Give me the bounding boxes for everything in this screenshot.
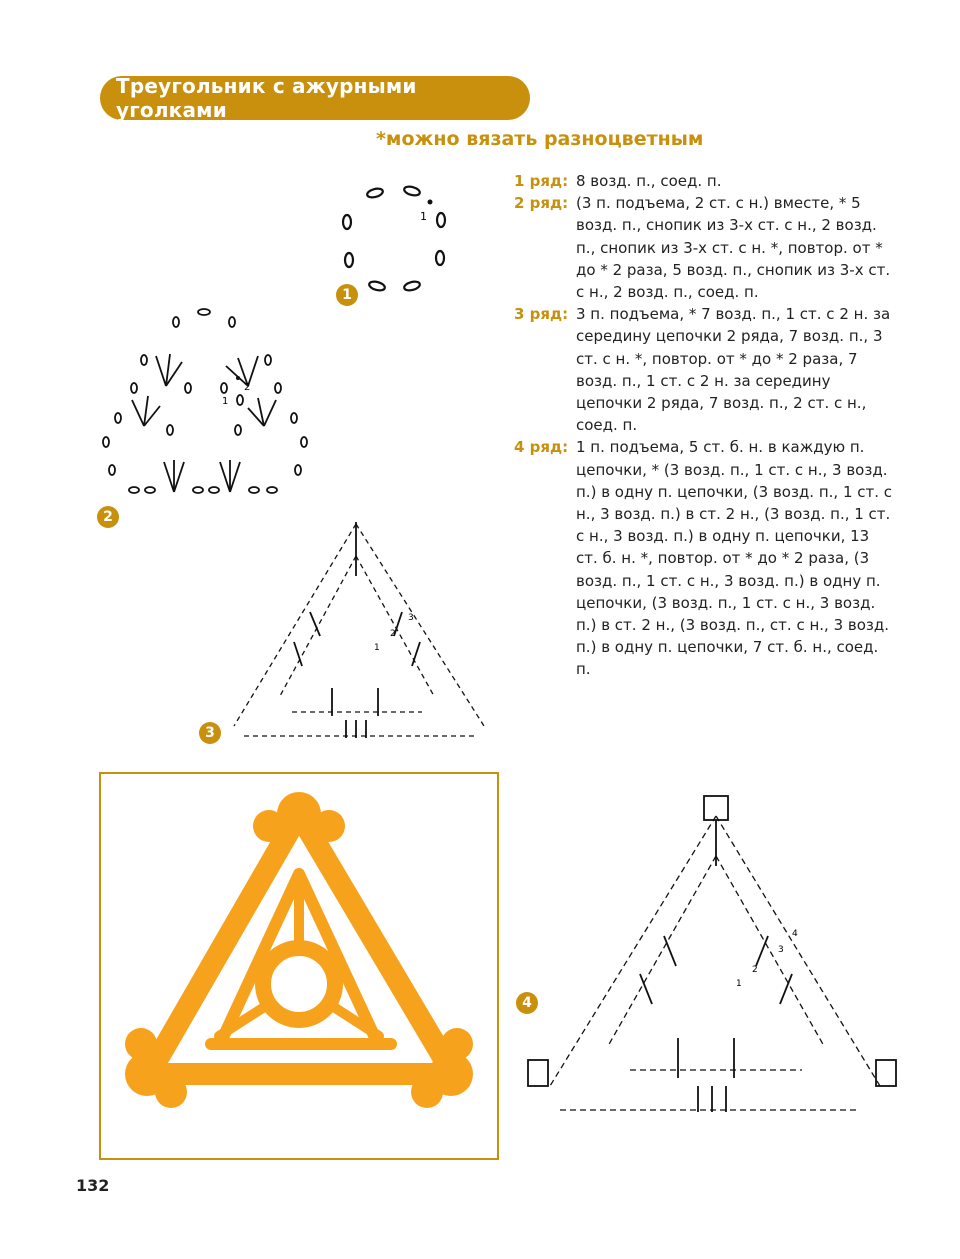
diagram-mark: 1 — [420, 210, 427, 223]
diagram-mark: 1 — [222, 396, 229, 407]
diagram-mark: 4 — [792, 929, 798, 939]
diagram-3 — [222, 516, 494, 746]
row-text: (3 п. подъема, 2 ст. с н.) вместе, * 5 возд. п., снопик из 3-х ст. с н., 2 возд. п., снопик из 3-х ст. с н. *, повтор. от * до * 2 раза, 5 возд. п., снопик из 3-х ст. с н., 2 возд. п., соед. п. — [576, 194, 891, 302]
row-label: 3 ряд: — [514, 305, 569, 324]
diagram-mark: 2 — [244, 382, 251, 393]
title-banner — [100, 76, 530, 120]
row-text: 3 п. подъема, * 7 возд. п., 1 ст. с 2 н. за середину цепочки 2 ряда, 7 возд. п., 3 ст. с н. *, повтор. от * до * 2 раза, 7 возд. п., 1 ст. с 2 н. за середину цепочки 2 ряда, 7 возд. п., 2 ст. с н., соед. п. — [576, 305, 891, 435]
diagram-mark: 1 — [736, 979, 742, 989]
diagram-1 — [330, 178, 460, 298]
diagram-mark: 1 — [374, 643, 380, 653]
crochet-photo — [101, 774, 497, 1158]
diagram-badge: 2 — [97, 506, 119, 528]
diagram-4 — [520, 786, 904, 1132]
diagram-badge: 4 — [516, 992, 538, 1014]
photo-frame — [99, 772, 499, 1160]
page-number: 132 — [76, 1176, 110, 1195]
subtitle: *можно вязать разноцветным — [376, 128, 704, 150]
row-1 — [514, 170, 894, 192]
row-label: 4 ряд: — [514, 438, 569, 457]
diagram-mark: 2 — [752, 965, 758, 975]
row-text: 8 возд. п., соед. п. — [576, 172, 722, 190]
diagram-mark: 3 — [778, 945, 784, 955]
diagram-mark: 2 — [390, 629, 396, 639]
diagram-mark: 3 — [408, 613, 414, 623]
page-title: Треугольник с ажурными уголками — [116, 74, 417, 122]
row-2 — [514, 192, 894, 303]
instructions — [514, 170, 894, 681]
row-label: 1 ряд: — [514, 172, 569, 190]
row-4 — [514, 436, 894, 680]
diagram-badge: 1 — [336, 284, 358, 306]
row-text: 1 п. подъема, 5 ст. б. н. в каждую п. цепочки, * (3 возд. п., 1 ст. с н., 3 возд. п.) в одну п. цепочки, (3 возд. п., 1 ст. с н., 3 возд. п.) в ст. 2 н., (3 возд. п., 1 ст. с н., 3 возд. п.) в одну п. цепочки, 13 ст. б. н. *, повтор. от * до * 2 раза, (3 возд. п., 1 ст. с н., 3 возд. п.) в одну п. цепочки, (3 возд. п., 1 ст. с н., 3 возд. п.) в ст. 2 н., (3 возд. п., ст. с н., 3 возд. п.) в одну п. цепочки, 7 ст. б. н., соед. п. — [576, 438, 893, 679]
diagram-2 — [98, 300, 318, 500]
diagram-badge: 3 — [199, 722, 221, 744]
row-label: 2 ряд: — [514, 194, 569, 213]
row-3 — [514, 303, 894, 436]
